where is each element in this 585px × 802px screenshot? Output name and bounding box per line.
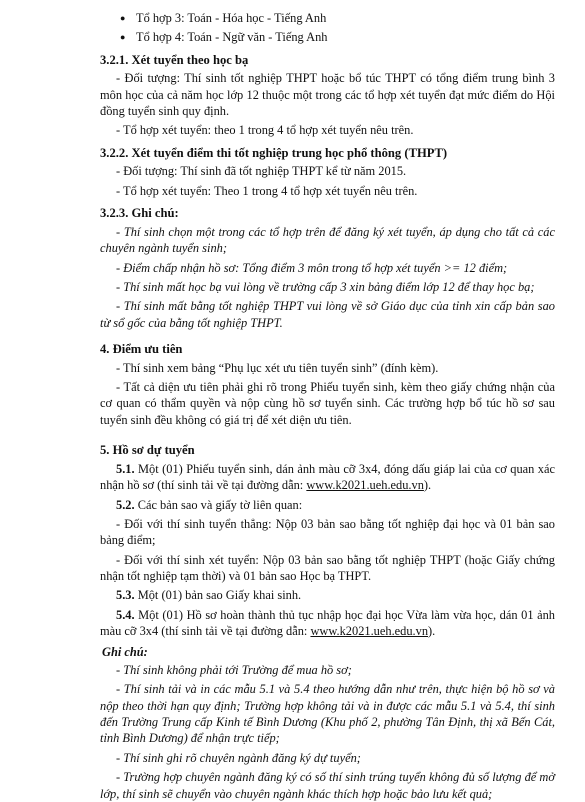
s5-note-3: - Thí sinh ghi rõ chuyên ngành đăng ký dự tuyển; — [116, 750, 361, 765]
item-5-2-b: - Đối với thí sinh xét tuyển: Nộp 03 bản sao bằng tốt nghiệp THPT (hoặc Giấy chứng nhận tốt nghiệp tạm thời) và 01 bản sao Học bạ THPT. — [100, 552, 555, 584]
s321-eligibility: - Đối tượng: Thí sinh tốt nghiệp THPT hoặc bổ túc THPT có tổng điểm trung bình 3 môn học của cả năm học lớp 12 thuộc một trong các tổ hợp xét tuyển đạt mức điểm do Hội đồng tuyển sinh quy định. — [100, 71, 555, 119]
section-3-2-3-heading: 3.2.3. Ghi chú: — [100, 206, 179, 221]
section-5-notes-heading: Ghi chú: — [102, 644, 148, 659]
item-5-1-number: 5.1. — [116, 461, 135, 476]
s323-note-1: - Thí sinh chọn một trong các tổ hợp trên để đăng ký xét tuyển, áp dụng cho tất cả các chuyên ngành tuyển sinh; — [100, 224, 555, 256]
item-5-1-link[interactable]: www.k2021.ueh.edu.vn — [306, 478, 424, 493]
item-5-1-end: ). — [423, 478, 432, 493]
section-3-2-1-heading: 3.2.1. Xét tuyển theo học bạ — [100, 52, 249, 67]
s4-paragraph-1: - Thí sinh xem bảng “Phụ lục xét ưu tiên tuyển sinh” (đính kèm). — [116, 360, 439, 375]
item-5-2-text: Các bản sao và giấy tờ liên quan: — [134, 497, 303, 512]
s5-note-4: - Trường hợp chuyên ngành đăng ký có số thí sinh trúng tuyển không đủ số lượng để mở lớp, thí sinh sẽ chuyển vào chuyên ngành khác thích hợp hoặc bảo lưu kết quả; — [100, 770, 555, 801]
s321-combination: - Tổ hợp xét tuyển: theo 1 trong 4 tổ hợp xét tuyển nêu trên. — [116, 123, 414, 138]
item-5-4-text: Một (01) Hồ sơ hoàn thành thủ tục nhập học đại học Vừa làm vừa học, dán 01 ảnh màu cỡ 3x4 (thí sinh tải về tại đường dẫn: — [100, 607, 555, 639]
s4-paragraph-2: - Tất cả diện ưu tiên phải ghi rõ trong Phiếu tuyển sinh, kèm theo giấy chứng nhận của cơ quan có thẩm quyền và nộp cùng hồ sơ tuyển sinh. Các trường hợp bổ túc hồ sơ sau tuyển sinh đều không có giá trị để xét diện ưu tiên. — [100, 380, 555, 427]
item-5-3 — [100, 587, 555, 603]
s5-note-2: - Thí sinh tải và in các mẫu 5.1 và 5.4 theo hướng dẫn như trên, thực hiện bộ hồ sơ và nộp theo thời hạn quy định; Trường hợp không tải và in được các mẫu 5.1 và 5.4, thí sinh đến Trường Trung cấp Kinh tế Bình Dương (Khu phố 2, phường Tân Định, thị xã Bến Cát, tỉnh Bình Dương) để nhận trực tiếp; — [100, 682, 555, 746]
section-3-2-2-heading: 3.2.2. Xét tuyển điểm thi tốt nghiệp trung học phổ thông (THPT) — [100, 145, 448, 160]
item-5-4-end: ). — [428, 624, 436, 639]
item-5-2-number: 5.2. — [116, 497, 135, 512]
item-5-2-a: - Đối với thí sinh tuyển thẳng: Nộp 03 bản sao bằng tốt nghiệp đại học và 01 bản sao bảng điểm; — [100, 516, 555, 548]
s323-note-3: - Thí sinh mất học bạ vui lòng về trường cấp 3 xin bảng điểm lớp 12 để thay học bạ; — [116, 279, 535, 294]
item-5-3-number: 5.3. — [116, 588, 135, 603]
item-5-4-number: 5.4. — [116, 607, 135, 622]
item-5-3-text: Một (01) bản sao Giấy khai sinh. — [134, 588, 302, 603]
s322-eligibility: - Đối tượng: Thí sinh đã tốt nghiệp THPT kể từ năm 2015. — [116, 164, 407, 179]
item-5-4-link[interactable]: www.k2021.ueh.edu.vn — [310, 624, 429, 639]
section-5-heading: 5. Hồ sơ dự tuyển — [100, 443, 195, 458]
item-5-1-text: Một (01) Phiếu tuyển sinh, dán ảnh màu cỡ 3x4, đóng dấu giáp lai của cơ quan xác nhận hồ sơ (thí sinh tải về tại đường dẫn: — [100, 461, 555, 493]
item-5-1 — [100, 461, 555, 494]
section-4-heading: 4. Điểm ưu tiên — [100, 342, 183, 357]
s323-note-4: - Thí sinh mất bằng tốt nghiệp THPT vui lòng về sở Giáo dục của tỉnh xin cấp bản sao từ sổ gốc của bằng tốt nghiệp THPT. — [100, 299, 555, 330]
subject-combination-list — [100, 10, 555, 46]
item-5-4 — [100, 607, 555, 640]
s5-note-1: - Thí sinh không phải tới Trường để mua hồ sơ; — [116, 662, 352, 677]
item-5-2 — [100, 497, 555, 513]
combination-4: ● Tổ hợp 4: Toán - Ngữ văn - Tiếng Anh — [120, 29, 555, 45]
s322-combination: - Tổ hợp xét tuyển: Theo 1 trong 4 tổ hợp xét tuyển nêu trên. — [116, 183, 418, 198]
s323-note-2: - Điểm chấp nhận hồ sơ: Tổng điểm 3 môn trong tổ hợp xét tuyển >= 12 điểm; — [116, 260, 508, 275]
combination-3: ● Tổ hợp 3: Toán - Hóa học - Tiếng Anh — [120, 10, 555, 26]
